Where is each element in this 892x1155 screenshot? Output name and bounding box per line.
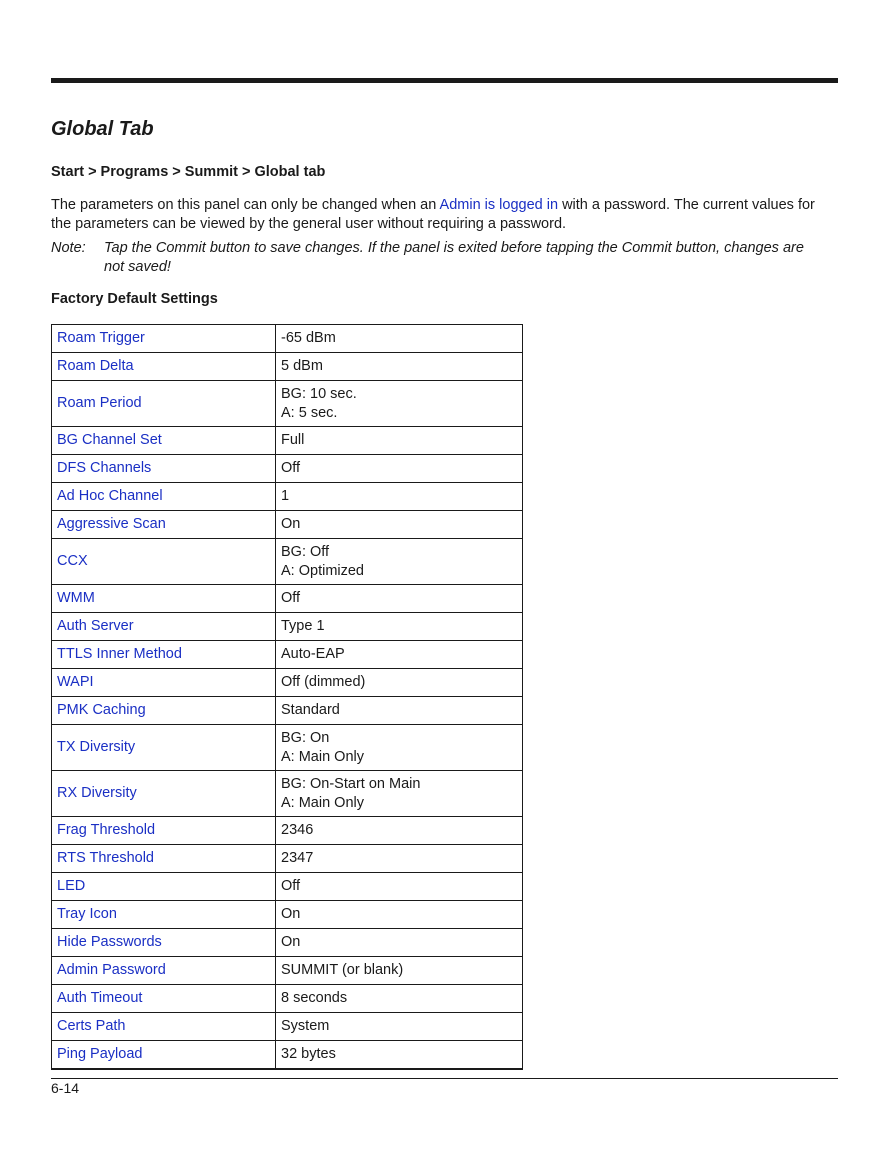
setting-name-link[interactable]: Aggressive Scan (52, 511, 276, 539)
table-row (52, 613, 523, 641)
setting-value: BG: On-Start on Main (281, 776, 421, 792)
setting-name-link[interactable]: WAPI (52, 669, 276, 697)
setting-name-link[interactable]: Ping Payload (52, 1041, 276, 1070)
setting-value-cell (276, 539, 523, 585)
setting-name-link[interactable]: Auth Timeout (52, 985, 276, 1013)
table-row (52, 1041, 523, 1070)
setting-name-link[interactable]: CCX (52, 539, 276, 585)
intro-text-after: with a password. The current values for the parameters can be viewed by the general user without requiring a password. (51, 197, 815, 232)
table-row (52, 539, 523, 585)
setting-value: Off (dimmed) (281, 674, 366, 691)
table-row (52, 929, 523, 957)
bottom-rule (51, 1078, 838, 1079)
setting-value-cell (276, 325, 523, 353)
table-row (52, 427, 523, 455)
setting-value-cell (276, 483, 523, 511)
setting-name-link[interactable]: Ad Hoc Channel (52, 483, 276, 511)
setting-value: System (281, 1018, 330, 1035)
setting-name-link[interactable]: Frag Threshold (52, 817, 276, 845)
setting-value-cell (276, 697, 523, 725)
table-row (52, 483, 523, 511)
setting-name-link[interactable]: Hide Passwords (52, 929, 276, 957)
table-row (52, 697, 523, 725)
table-row (52, 381, 523, 427)
table-row (52, 901, 523, 929)
setting-name-link[interactable]: TX Diversity (52, 725, 276, 771)
setting-value: BG: Off (281, 544, 330, 560)
setting-name-link[interactable]: BG Channel Set (52, 427, 276, 455)
factory-defaults-heading: Factory Default Settings (51, 291, 218, 307)
setting-name-link[interactable]: RTS Threshold (52, 845, 276, 873)
setting-name-link[interactable]: Roam Delta (52, 353, 276, 381)
factory-defaults-table (51, 324, 523, 1070)
setting-value: Full (281, 432, 305, 449)
setting-value: 32 bytes (281, 1046, 336, 1063)
setting-value: Off (281, 590, 301, 607)
setting-value: 1 (281, 488, 290, 505)
setting-name-link[interactable]: Certs Path (52, 1013, 276, 1041)
setting-value: Type 1 (281, 618, 325, 635)
table-row (52, 511, 523, 539)
setting-value-cell (276, 669, 523, 697)
setting-value-cell (276, 901, 523, 929)
setting-value-cell (276, 873, 523, 901)
setting-value-cell (276, 381, 523, 427)
setting-value: A: 5 sec. (281, 404, 338, 421)
setting-value: BG: 10 sec. (281, 386, 357, 402)
table-row (52, 325, 523, 353)
setting-value-cell (276, 427, 523, 455)
setting-value: On (281, 516, 301, 533)
setting-name-link[interactable]: DFS Channels (52, 455, 276, 483)
setting-name-link[interactable]: LED (52, 873, 276, 901)
intro-paragraph (51, 196, 821, 234)
setting-value-cell (276, 1041, 523, 1070)
setting-value-cell (276, 817, 523, 845)
setting-value: Standard (281, 702, 340, 719)
page-number: 6-14 (51, 1080, 80, 1096)
setting-name-link[interactable]: Auth Server (52, 613, 276, 641)
table-row (52, 455, 523, 483)
setting-value: -65 dBm (281, 330, 336, 347)
setting-value: 5 dBm (281, 358, 323, 375)
setting-value-cell (276, 1013, 523, 1041)
setting-value-cell (276, 771, 523, 817)
setting-name-link[interactable]: Roam Trigger (52, 325, 276, 353)
note-text: Tap the Commit button to save changes. If the panel is exited before tapping the Commit button, changes are not saved! (104, 240, 804, 275)
setting-name-link[interactable]: Roam Period (52, 381, 276, 427)
page-title: Global Tab (51, 118, 154, 140)
setting-name-link[interactable]: Tray Icon (52, 901, 276, 929)
top-rule (51, 78, 838, 83)
setting-value-cell (276, 985, 523, 1013)
note-label: Note: (51, 240, 86, 256)
setting-value: On (281, 934, 301, 951)
setting-value: A: Optimized (281, 562, 364, 579)
table-row (52, 817, 523, 845)
note (51, 239, 821, 277)
setting-value: Auto-EAP (281, 646, 345, 663)
setting-value: SUMMIT (or blank) (281, 962, 404, 979)
setting-value-cell (276, 845, 523, 873)
setting-value-cell (276, 725, 523, 771)
setting-value: 2347 (281, 850, 314, 867)
table-row (52, 985, 523, 1013)
setting-name-link[interactable]: RX Diversity (52, 771, 276, 817)
setting-value-cell (276, 353, 523, 381)
table-row (52, 957, 523, 985)
breadcrumb: Start > Programs > Summit > Global tab (51, 164, 326, 180)
setting-value: Off (281, 878, 301, 895)
setting-value-cell (276, 585, 523, 613)
table-row (52, 669, 523, 697)
setting-value-cell (276, 641, 523, 669)
admin-login-link[interactable]: Admin is logged in (439, 197, 559, 213)
setting-name-link[interactable]: PMK Caching (52, 697, 276, 725)
table-row (52, 1013, 523, 1041)
table-row (52, 771, 523, 817)
setting-value-cell (276, 957, 523, 985)
setting-value-cell (276, 929, 523, 957)
table-row (52, 873, 523, 901)
setting-name-link[interactable]: WMM (52, 585, 276, 613)
table-row (52, 353, 523, 381)
table-row (52, 585, 523, 613)
setting-value-cell (276, 511, 523, 539)
table-row (52, 845, 523, 873)
setting-value: 8 seconds (281, 990, 348, 1007)
setting-value: A: Main Only (281, 794, 364, 811)
setting-value-cell (276, 613, 523, 641)
setting-value-cell (276, 455, 523, 483)
factory-defaults-table-body (52, 325, 523, 1070)
setting-value: BG: On (281, 730, 330, 746)
setting-name-link[interactable]: TTLS Inner Method (52, 641, 276, 669)
table-row (52, 641, 523, 669)
setting-value: On (281, 906, 301, 923)
table-row (52, 725, 523, 771)
setting-name-link[interactable]: Admin Password (52, 957, 276, 985)
setting-value: A: Main Only (281, 748, 364, 765)
setting-value: 2346 (281, 822, 314, 839)
intro-text-before: The parameters on this panel can only be changed when an (51, 197, 440, 213)
setting-value: Off (281, 460, 301, 477)
